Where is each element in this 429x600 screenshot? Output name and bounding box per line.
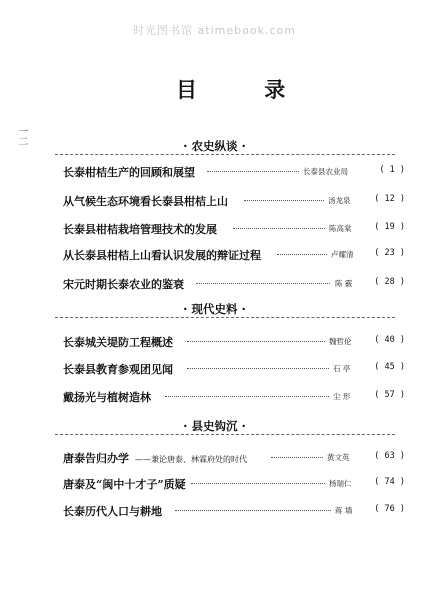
entry-page: ( 19 )	[374, 222, 405, 232]
entry-author: 陈 霰	[335, 279, 353, 288]
toc-entry[interactable]	[63, 476, 405, 490]
entry-title: 长泰县柑桔栽培管理技术的发展	[63, 223, 217, 236]
entry-page: ( 40 )	[374, 335, 405, 345]
margin-mark: 一二	[16, 126, 27, 146]
dot-leader	[196, 283, 330, 284]
dot-leader	[175, 510, 331, 511]
dot-leader	[244, 200, 324, 201]
entry-page: ( 74 )	[374, 477, 405, 487]
entry-author: 魏哲伦	[329, 337, 352, 346]
section-divider	[55, 434, 395, 435]
entry-subtitle: ——兼论唐泰、林霖府处的时代	[135, 455, 247, 464]
section-heading-agri-history: · 农史纵谈 ·	[183, 139, 246, 153]
entry-author: 尘 形	[333, 392, 351, 401]
entry-author: 汤龙泉	[328, 196, 351, 205]
toc-entry[interactable]	[63, 334, 405, 348]
entry-author: 杨瑞仁	[329, 479, 352, 488]
dot-leader	[233, 228, 325, 229]
entry-title: 从长泰县柑桔上山看认识发展的辩证过程	[63, 249, 261, 262]
entry-title: 长泰县教育参观团见闻	[63, 363, 173, 376]
dot-leader	[191, 483, 325, 484]
section-heading-county-history: · 县史钩沉 ·	[183, 419, 246, 433]
page-title: 目 录	[176, 78, 316, 102]
entry-page: ( 28 )	[374, 277, 405, 287]
entry-title-main: 唐泰告归办学	[63, 452, 129, 465]
entry-author: 蒋 墙	[335, 506, 353, 515]
entry-page: ( 63 )	[374, 451, 405, 461]
entry-page: ( 12 )	[374, 194, 405, 204]
toc-entry[interactable]	[63, 276, 405, 290]
toc-entry[interactable]	[63, 164, 405, 178]
toc-entry[interactable]	[63, 503, 405, 517]
entry-page: ( 1 )	[379, 165, 405, 175]
entry-title: 宋元时期长泰农业的鉴衰	[63, 278, 184, 291]
entry-author: 陈高棠	[329, 224, 352, 233]
section-divider	[55, 154, 395, 155]
entry-title: 唐泰及“闽中十才子”质疑	[63, 478, 186, 491]
toc-entry[interactable]	[63, 221, 405, 235]
entry-author: 长泰县农业局	[303, 167, 348, 176]
toc-entry[interactable]	[63, 247, 405, 261]
entry-title: 戴扬光与植树造林	[63, 391, 151, 404]
entry-page: ( 76 )	[374, 504, 405, 514]
entry-title: 长泰历代人口与耕地	[63, 505, 162, 518]
entry-author: 石 亭	[333, 364, 351, 373]
dot-leader	[271, 457, 323, 458]
section-divider	[55, 317, 395, 318]
entry-page: ( 45 )	[374, 362, 405, 372]
dot-leader	[277, 254, 327, 255]
toc-entry[interactable]	[63, 361, 405, 375]
toc-entry[interactable]	[63, 389, 405, 403]
dot-leader	[187, 341, 325, 342]
entry-title	[63, 450, 247, 466]
dot-leader	[207, 171, 299, 172]
entry-page: ( 57 )	[374, 390, 405, 400]
watermark: 时光图书馆 atimebook.com	[133, 24, 296, 37]
entry-page: ( 23 )	[374, 248, 405, 258]
dot-leader	[165, 396, 329, 397]
toc-entry[interactable]	[63, 193, 405, 207]
entry-title: 长泰柑桔生产的回顾和展望	[63, 166, 195, 179]
entry-title: 从气候生态环境看长泰县柑桔上山	[63, 195, 228, 208]
entry-author: 卢耀清	[331, 250, 354, 259]
section-heading-modern-history: · 现代史料 ·	[183, 302, 246, 316]
dot-leader	[187, 368, 329, 369]
entry-title: 长泰城关堤防工程概述	[63, 336, 173, 349]
entry-author: 黄文英	[327, 453, 350, 462]
toc-entry[interactable]	[63, 450, 405, 464]
